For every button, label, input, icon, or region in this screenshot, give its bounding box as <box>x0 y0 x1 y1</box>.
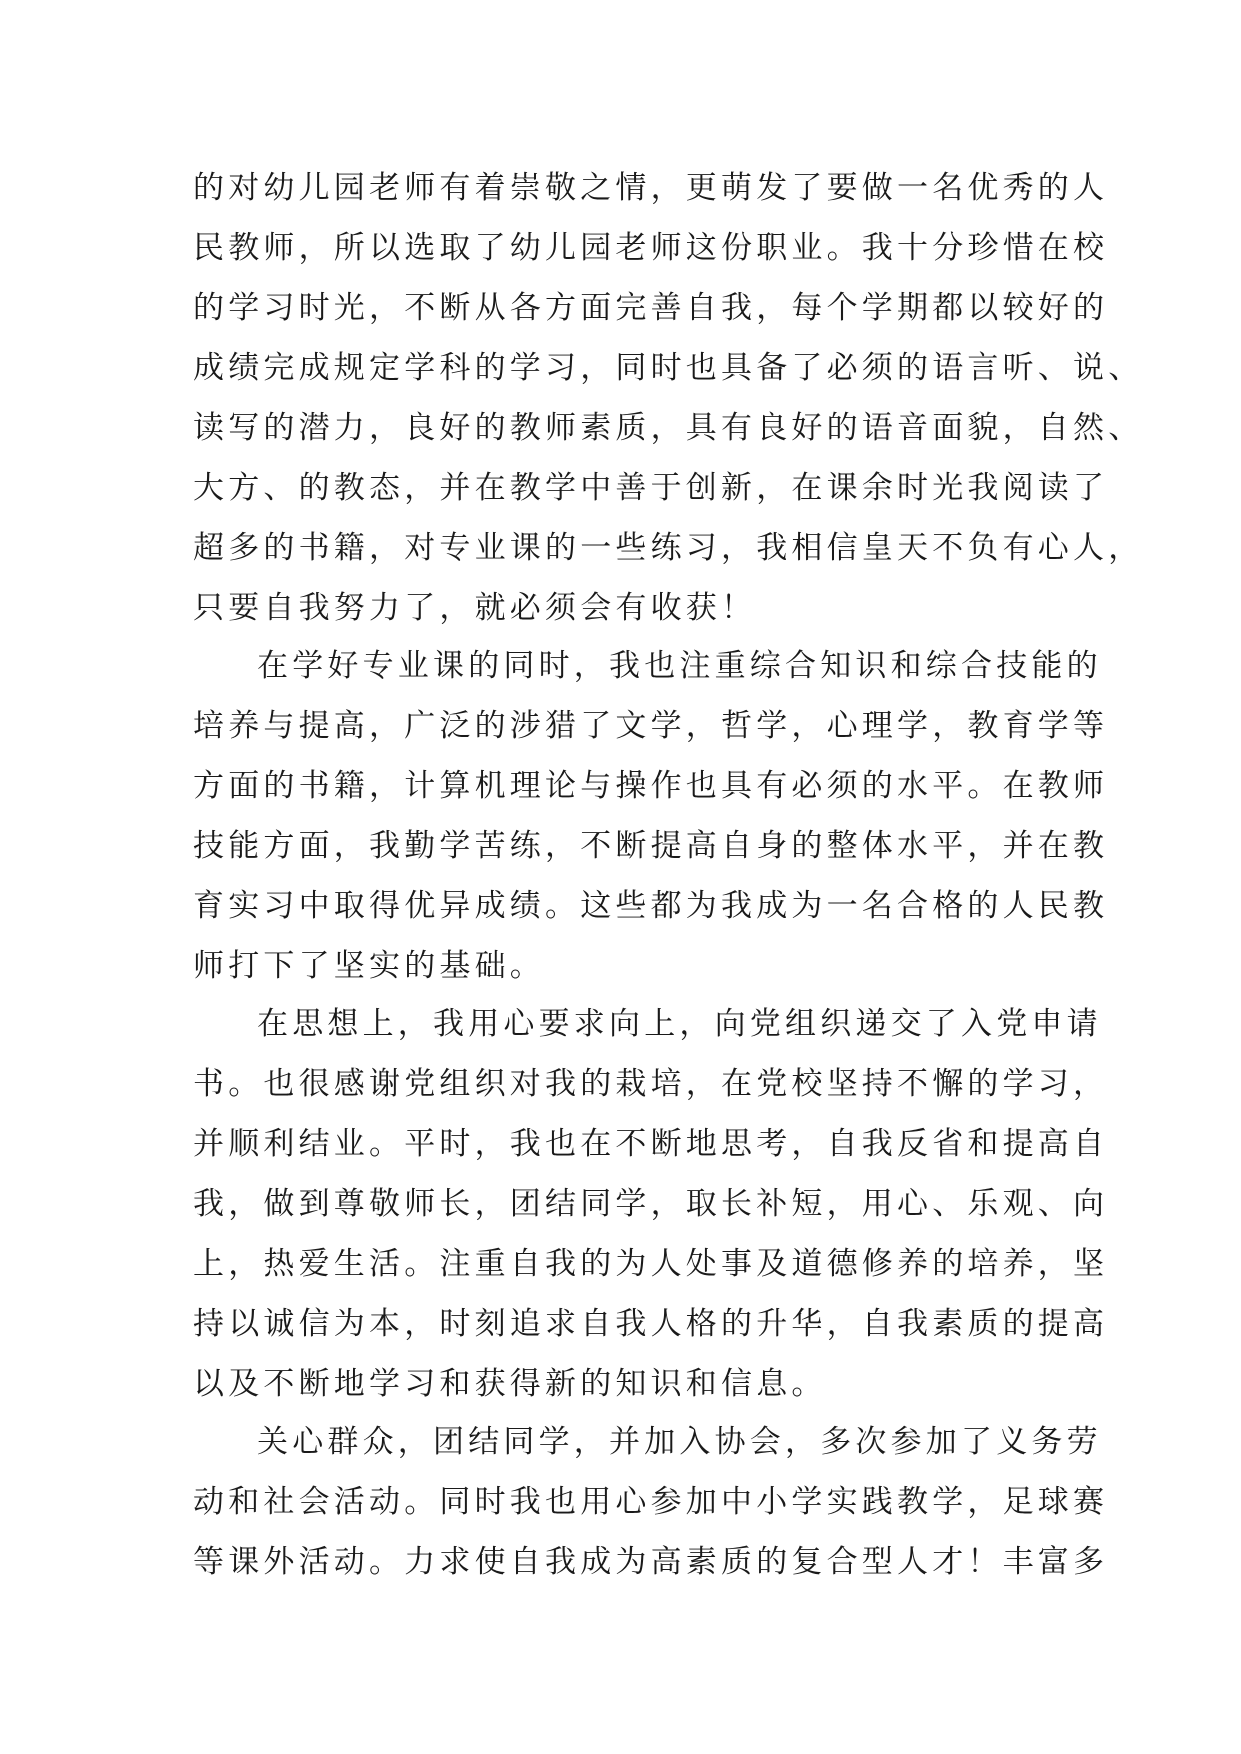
text-line: 持以诚信为本，时刻追求自我人格的升华，自我素质的提高 <box>193 1306 1109 1342</box>
text-line: 动和社会活动。同时我也用心参加中小学实践教学，足球赛 <box>193 1484 1109 1520</box>
text-line: 我，做到尊敬师长，团结同学，取长补短，用心、乐观、向 <box>193 1186 1109 1222</box>
text-line: 书。也很感谢党组织对我的栽培，在党校坚持不懈的学习， <box>193 1066 1109 1102</box>
text-line: 上，热爱生活。注重自我的为人处事及道德修养的培养，坚 <box>193 1246 1109 1282</box>
text-line: 的对幼儿园老师有着崇敬之情，更萌发了要做一名优秀的人 <box>193 170 1109 206</box>
text-line: 读写的潜力，良好的教师素质，具有良好的语音面貌，自然、 <box>193 410 1144 446</box>
paragraph-first-line: 在思想上，我用心要求向上，向党组织递交了入党申请 <box>257 1006 1102 1042</box>
text-line: 师打下了坚实的基础。 <box>193 948 545 984</box>
text-line: 培养与提高，广泛的涉猎了文学，哲学，心理学，教育学等 <box>193 708 1109 744</box>
paragraph-first-line: 关心群众，团结同学，并加入协会，多次参加了义务劳 <box>257 1424 1102 1460</box>
text-line: 育实习中取得优异成绩。这些都为我成为一名合格的人民教 <box>193 888 1109 924</box>
text-line: 技能方面，我勤学苦练，不断提高自身的整体水平，并在教 <box>193 828 1109 864</box>
text-line: 只要自我努力了，就必须会有收获！ <box>193 590 757 626</box>
text-line: 等课外活动。力求使自我成为高素质的复合型人才！丰富多 <box>193 1544 1109 1580</box>
text-line: 方面的书籍，计算机理论与操作也具有必须的水平。在教师 <box>193 768 1109 804</box>
paragraph-first-line: 在学好专业课的同时，我也注重综合知识和综合技能的 <box>257 648 1102 684</box>
text-line: 并顺利结业。平时，我也在不断地思考，自我反省和提高自 <box>193 1126 1109 1162</box>
text-line: 成绩完成规定学科的学习，同时也具备了必须的语言听、说、 <box>193 350 1144 386</box>
text-line: 超多的书籍，对专业课的一些练习，我相信皇天不负有心人， <box>193 530 1144 566</box>
text-line: 大方、的教态，并在教学中善于创新，在课余时光我阅读了 <box>193 470 1109 506</box>
text-line: 的学习时光，不断从各方面完善自我，每个学期都以较好的 <box>193 290 1109 326</box>
text-line: 以及不断地学习和获得新的知识和信息。 <box>193 1366 827 1402</box>
text-line: 民教师，所以选取了幼儿园老师这份职业。我十分珍惜在校 <box>193 230 1109 266</box>
